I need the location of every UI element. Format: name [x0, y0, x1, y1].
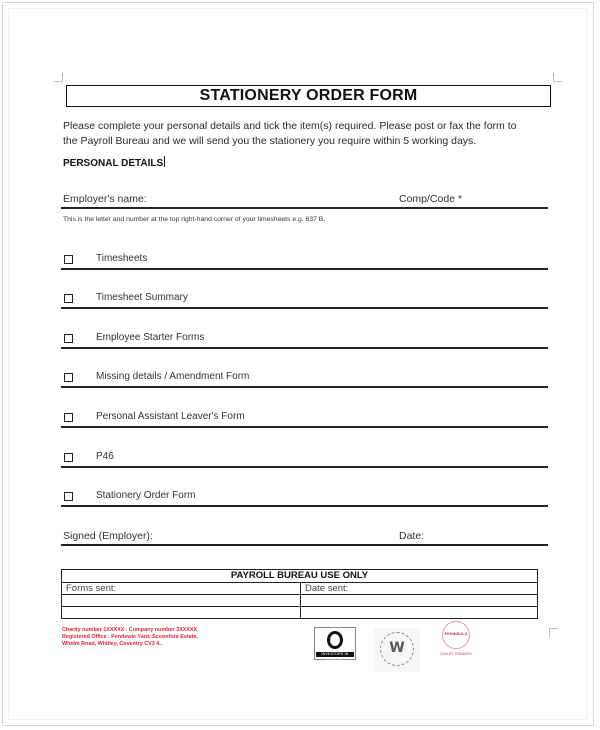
checkbox-icon[interactable]: [64, 255, 73, 264]
forms-sent-header: Forms sent:: [62, 583, 301, 594]
item-row-pa-leavers-form[interactable]: [61, 410, 548, 428]
two-ticks-icon: W: [389, 640, 405, 656]
payroll-table-header-row: [62, 583, 537, 595]
footer-line-1: Charity number 1XXXXX . Company number 3XXXXX: [62, 627, 198, 633]
form-title-box: [66, 85, 551, 107]
accreditation-stamp-logo: [438, 621, 474, 663]
payroll-bureau-table: [61, 569, 538, 619]
comp-code-label: Comp/Code *: [399, 193, 463, 205]
investors-in-people-logo: [314, 627, 356, 660]
registered-office-footer: [62, 627, 242, 648]
stamp-subcaption: QUALITY STANDARD: [440, 652, 472, 656]
date-sent-cell[interactable]: [301, 595, 537, 606]
item-label: Stationery Order Form: [96, 490, 196, 501]
date-sent-header: Date sent:: [305, 583, 349, 594]
stamp-caption: PENINSULA: [444, 631, 468, 636]
checkbox-icon[interactable]: [64, 373, 73, 382]
positive-about-disabled-people-logo: [374, 628, 420, 672]
checkbox-icon[interactable]: [64, 334, 73, 343]
corner-crop-mark-bottom-right: [549, 628, 558, 637]
corner-crop-mark-top-right: [553, 73, 562, 82]
forms-sent-cell[interactable]: [62, 607, 301, 618]
checkbox-icon[interactable]: [64, 413, 73, 422]
item-label: Timesheet Summary: [96, 292, 188, 303]
signed-employer-label: Signed (Employer):: [63, 530, 153, 542]
investors-caption: INVESTORS IN PEOPLE: [316, 652, 354, 657]
form-title: STATIONERY ORDER FORM: [199, 87, 418, 104]
item-row-missing-details[interactable]: [61, 370, 548, 388]
signature-field[interactable]: [61, 528, 548, 546]
item-row-timesheet-summary[interactable]: [61, 291, 548, 309]
corner-crop-mark-top-left: [54, 73, 63, 82]
laurel-ring-icon: [327, 631, 343, 649]
date-label: Date:: [399, 530, 425, 542]
date-sent-cell[interactable]: [301, 607, 537, 618]
item-label: Employee Starter Forms: [96, 332, 205, 343]
footer-line-2: Registered Office . Pendewle Yard, Scoonfore Estate,: [62, 634, 198, 640]
intro-line-1: Please complete your personal details and tick the item(s) required. Please post or fax the form to: [63, 120, 517, 132]
item-label: Missing details / Amendment Form: [96, 371, 250, 382]
intro-line-2: the Payroll Bureau and we will send you the stationery you require within 5 working days.: [63, 134, 477, 147]
item-row-timesheets[interactable]: [61, 252, 548, 270]
item-row-employee-starter-forms[interactable]: [61, 331, 548, 349]
item-row-stationery-order-form[interactable]: [61, 489, 548, 507]
item-label: Timesheets: [96, 253, 148, 264]
forms-sent-cell[interactable]: [62, 595, 301, 606]
checkbox-icon[interactable]: [64, 492, 73, 501]
intro-paragraph: [63, 119, 553, 148]
personal-details-heading: PERSONAL DETAILS: [63, 158, 164, 169]
item-label: Personal Assistant Leaver's Form: [96, 411, 245, 422]
comp-code-hint: This is the letter and number at the top right-hand corner of your timesheets e.g. 637 B.: [63, 216, 326, 223]
employer-name-label: Employer's name:: [63, 193, 147, 205]
payroll-table-heading: PAYROLL BUREAU USE ONLY: [62, 570, 537, 583]
checkbox-icon[interactable]: [64, 453, 73, 462]
employer-name-field[interactable]: [61, 191, 548, 209]
payroll-table-row: [62, 607, 537, 618]
footer-line-3: Whelm Road, Whitley, Coventry CV3 4..: [62, 641, 163, 647]
item-label: P46: [96, 451, 114, 462]
checkbox-icon[interactable]: [64, 294, 73, 303]
item-row-p46[interactable]: [61, 450, 548, 468]
text-cursor: [164, 156, 165, 167]
payroll-table-row: [62, 595, 537, 607]
